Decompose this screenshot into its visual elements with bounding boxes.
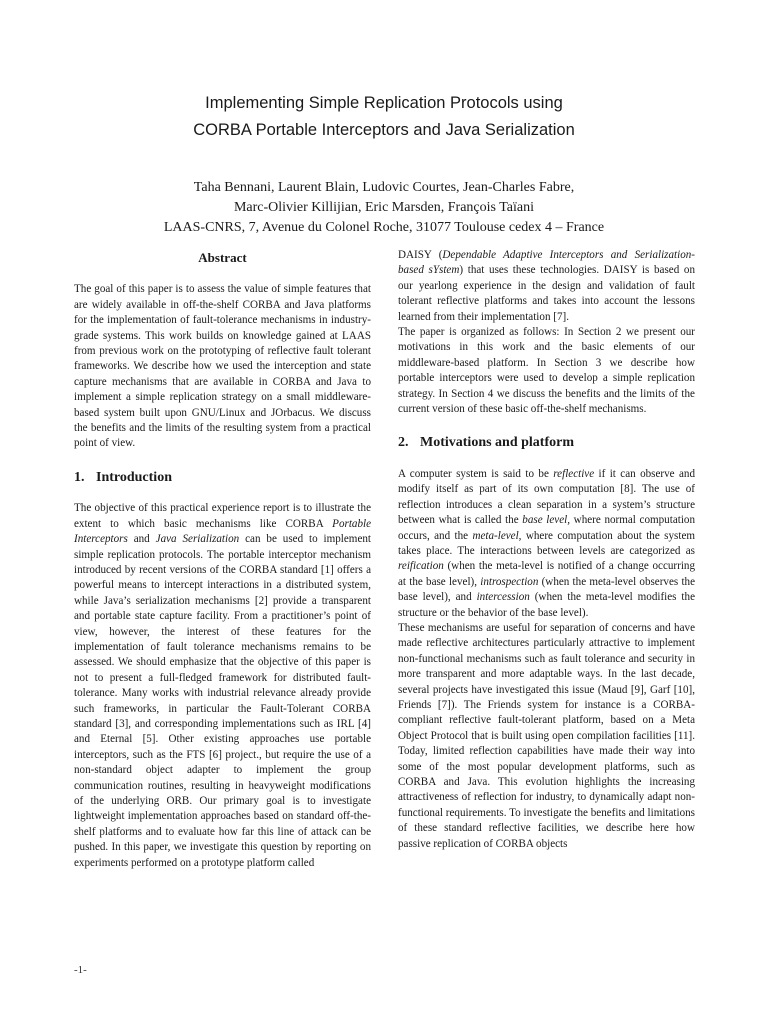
section-1-paragraph: The objective of this practical experience report is to illustrate the extent to which basic mechanisms like CORBA Portable Interceptors and Java Serialization can be used to implement simple replication protocols. The portable interceptor mechanism introduced by recent versions of the CORBA standard [1] offers a powerful means to intercept interactions in a distributed system, while Java’s serialization mechanisms [2] provide a transparent and portable state capture facility. From a practitioner’s point of view, however, the interest of these features for the implementation of fault tolerance mechanisms remains to be assessed. We should emphasize that the objective of this paper is not to present a full-fledged framework for distributed fault-tolerance. Many works with industrial relevance already provide such frameworks, in particular the Fault-Tolerant CORBA standard [3], and corresponding implementations such as IRL [4] and Eternal [5]. Other existing approaches use portable interceptors, such as the FTS [6] project., but require the use of a non-standard object adapter to implement the group communication routines, resulting in heavyweight modifications of the underlying ORB. Our primary goal is to investigate lightweight implementation approaches based on standard off-the-shelf platforms and to evaluate how far this line of attack can be pushed. In this paper, we investigate this question by reporting on experiments performed on a prototype platform called bbox=[74, 502, 371, 869]
title-line-1: Implementing Simple Replication Protocols using bbox=[205, 94, 563, 112]
paper-title bbox=[0, 90, 768, 144]
title-line-2: CORBA Portable Interceptors and Java Serialization bbox=[193, 121, 575, 139]
affiliation: LAAS-CNRS, 7, Avenue du Colonel Roche, 31077 Toulouse cedex 4 – France bbox=[163, 220, 605, 235]
authors-line-1: Taha Bennani, Laurent Blain, Ludovic Courtes, Jean-Charles Fabre, bbox=[193, 180, 575, 195]
section-1-title: Introduction bbox=[96, 469, 172, 485]
section-2-heading bbox=[398, 435, 695, 450]
section-2-title: Motivations and platform bbox=[420, 435, 574, 451]
organization-paragraph: The paper is organized as follows: In Section 2 we present our motivations in this work and the basic elements of our middleware-based platform. In Section 3 we describe how portable interceptors were used to develop a simple replication strategy. In Section 4 we discuss the benefits and the limits of the current version of these basic off-the-shelf mechanisms. bbox=[398, 326, 695, 416]
section-2-paragraph-1: A computer system is said to be reflective if it can observe and modify itself as part of its own computation [8]. The use of reflection introduces a clean separation in a system’s structure between what is called the base level, where normal computation occurs, and the meta-level, where computation about the system takes place. The interactions between levels are categorized as reification (when the meta-level is notified of a change occurring at the base level), introspection (when the meta-level observes the base level), and intercession (when the meta-level modifies the structure or the behavior of the base level). bbox=[398, 467, 695, 619]
authors-line-2: Marc-Olivier Killijian, Eric Marsden, François Taïani bbox=[233, 200, 535, 215]
left-column bbox=[74, 246, 371, 871]
right-column bbox=[398, 248, 695, 852]
section-2-paragraph-2: These mechanisms are useful for separation of concerns and have made reflective architectures particularly attractive to implement non-functional mechanisms such as fault tolerance and security in more transparent and more adaptable ways. In the last decade, several projects have investigated this issue (Maud [9], Garf [10], Friends [7]). The Friends system for instance is a CORBA-compliant reflective fault-tolerant platform, based on a Meta Object Protocol that is built using open compilation facilities [11]. Today, limited reflection capabilities have made their way into some of the most popular development platforms, such as CORBA and Java. This evolution highlights the increasing attractiveness of reflection for industry, to dynamically adapt non-functional requirements. To investigate the benefits and limitations of these standard reflective facilities, we describe here how passive replication of CORBA objects bbox=[398, 621, 695, 850]
section-2-number: 2. bbox=[398, 435, 409, 451]
intro-continued-paragraph: DAISY (Dependable Adaptive Interceptors and Serialization-based sYstem) that uses these technologies. DAISY is based on our yearlong experience in the design and validation of fault tolerant reflective platforms and takes into account the lessons learned from their implementation [7]. bbox=[398, 249, 695, 323]
page-number: -1- bbox=[74, 964, 87, 976]
author-block bbox=[0, 178, 768, 238]
section-1-number: 1. bbox=[74, 469, 85, 485]
section-1-heading bbox=[74, 470, 371, 485]
abstract-heading: Abstract bbox=[198, 250, 247, 265]
abstract-text: The goal of this paper is to assess the value of simple features that are widely available in off-the-shelf CORBA and Java platforms for the implementation of fault-tolerance mechanisms in industry-grade systems. This work builds on knowledge gained at LAAS from previous work on the prototyping of reflective fault tolerant frameworks. We describe how we used the interception and state capture mechanisms that are available in CORBA and Java to implement a simple replication strategy on a small middleware-based system built upon GNU/Linux and JOrbacus. We discuss the benefits and the limits of the resulting system from a practical point of view. bbox=[74, 283, 371, 450]
